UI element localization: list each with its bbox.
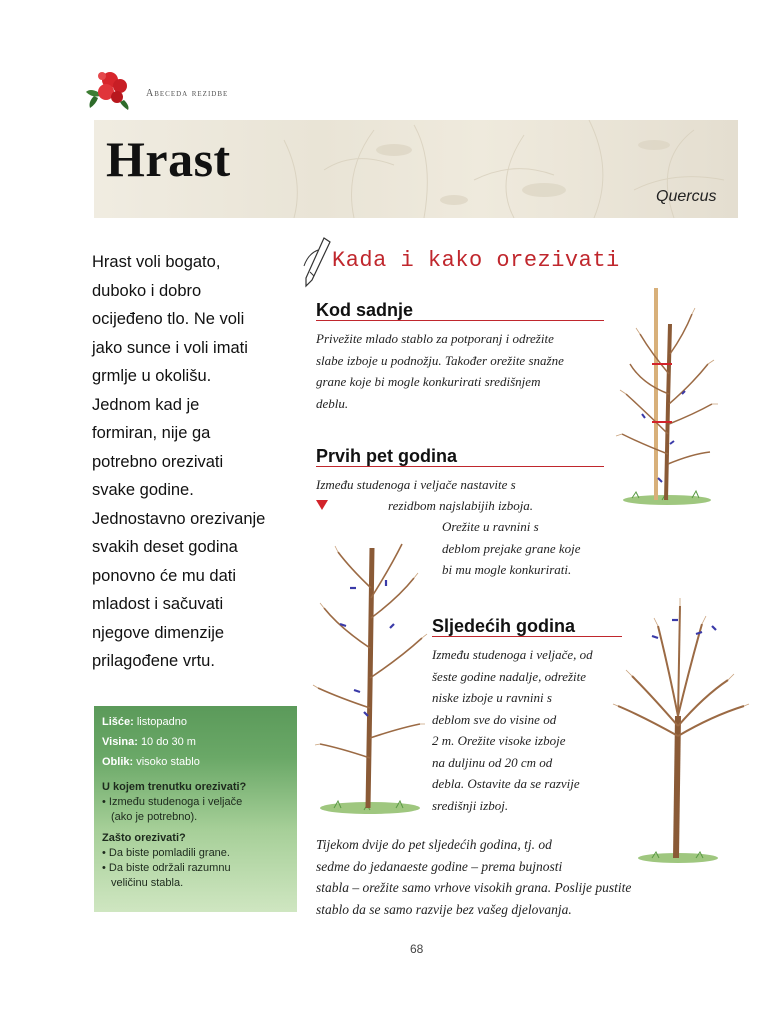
info-box (94, 706, 297, 912)
subheading-prvih-pet: Prvih pet godina (316, 446, 458, 466)
info-when-question: U kojem trenutku orezivati? (102, 781, 247, 793)
intro-line: grmlje u okolišu. (92, 367, 212, 385)
info-why-item-cont: veličinu stabla. (111, 877, 184, 889)
intro-line: Jednom kad je (92, 395, 200, 414)
info-why-item: • Da biste održali razumnu (102, 862, 231, 874)
subheading-sljedecih: Sljedećih godina (432, 616, 576, 636)
intro-line: Jednostavno orezivanje (92, 509, 266, 528)
kod-sadnje-text: Privežite mlado stablo za potporanj i odrežite slabe izboje u podnožju. Također orežite snažne grane koje bi mogle konkurirati središnjem deblu. (316, 331, 564, 411)
intro-line: formiran, nije ga (92, 424, 211, 442)
intro-line: mladost i sačuvati (92, 595, 224, 613)
subheading-underline (316, 320, 604, 321)
info-when-item: • Između studenoga i veljače (102, 796, 243, 808)
latin-name: Quercus (656, 188, 717, 205)
intro-line: potrebno orezivati (92, 452, 224, 471)
young-tree-illustration (612, 284, 722, 512)
page-title: Hrast (106, 131, 231, 187)
info-shape-row: Oblik: visoko stablo (102, 756, 200, 768)
info-when-item-cont: (ako je potrebno). (111, 811, 198, 823)
intro-paragraph (92, 248, 302, 676)
intro-line: ponovno će mu dati (92, 566, 237, 585)
subheading-kod-sadnje: Kod sadnje (316, 300, 414, 320)
middle-tree-illustration (310, 528, 430, 818)
intro-line: duboko i dobro (92, 281, 202, 300)
page-number: 68 (410, 942, 424, 956)
info-why-question: Zašto orezivati? (102, 832, 186, 844)
pruning-pen-icon (300, 236, 332, 288)
mature-tree-illustration (612, 596, 752, 866)
section-heading: Kada i kako orezivati (332, 248, 620, 273)
intro-line: svakih deset godina (92, 538, 238, 556)
intro-line: njegove dimenzije (92, 623, 225, 642)
running-head: Abeceda rezidbe (146, 88, 229, 99)
info-height-row: Visina: 10 do 30 m (102, 736, 196, 748)
prvih-pet-line1: Između studenoga i veljače nastavite s (316, 477, 516, 492)
info-why-item: • Da biste pomladili grane. (102, 847, 230, 859)
subheading-underline (432, 636, 622, 637)
info-leaf-row: Lišće: listopadno (102, 716, 188, 728)
intro-line: ocijeđeno tlo. Ne voli (92, 310, 245, 328)
intro-line: jako sunce i voli imati (92, 338, 248, 357)
sljedecih-text: Između studenoga i veljače, od šeste godine nadalje, odrežite niske izboje u ravnini s deblom sve do visine od 2 m. Orežite visoke izboje na duljinu od 20 cm od debla. Ostavite da se razvije središnji izboj. (432, 647, 593, 813)
prvih-pet-text: Orežite u ravnini s deblom prejake grane koje bi mu mogle konkurirati. (442, 519, 581, 577)
intro-line: prilagođene vrtu. (92, 652, 215, 670)
flower-icon (84, 66, 132, 110)
subheading-underline (316, 466, 604, 467)
prvih-pet-line2: rezidbom najslabijih izboja. (388, 498, 534, 513)
intro-line: Hrast voli bogato, (92, 253, 221, 271)
closing-paragraph: Tijekom dvije do pet sljedećih godina, tj. od sedme do jedanaeste godine – prema bujnosti stabla – orežite samo vrhove visokih grana. Poslije pustite stablo da se samo razvije bez vašeg djelovanja. (316, 837, 632, 917)
triangle-down-icon (316, 500, 328, 510)
intro-line: svake godine. (92, 481, 194, 499)
